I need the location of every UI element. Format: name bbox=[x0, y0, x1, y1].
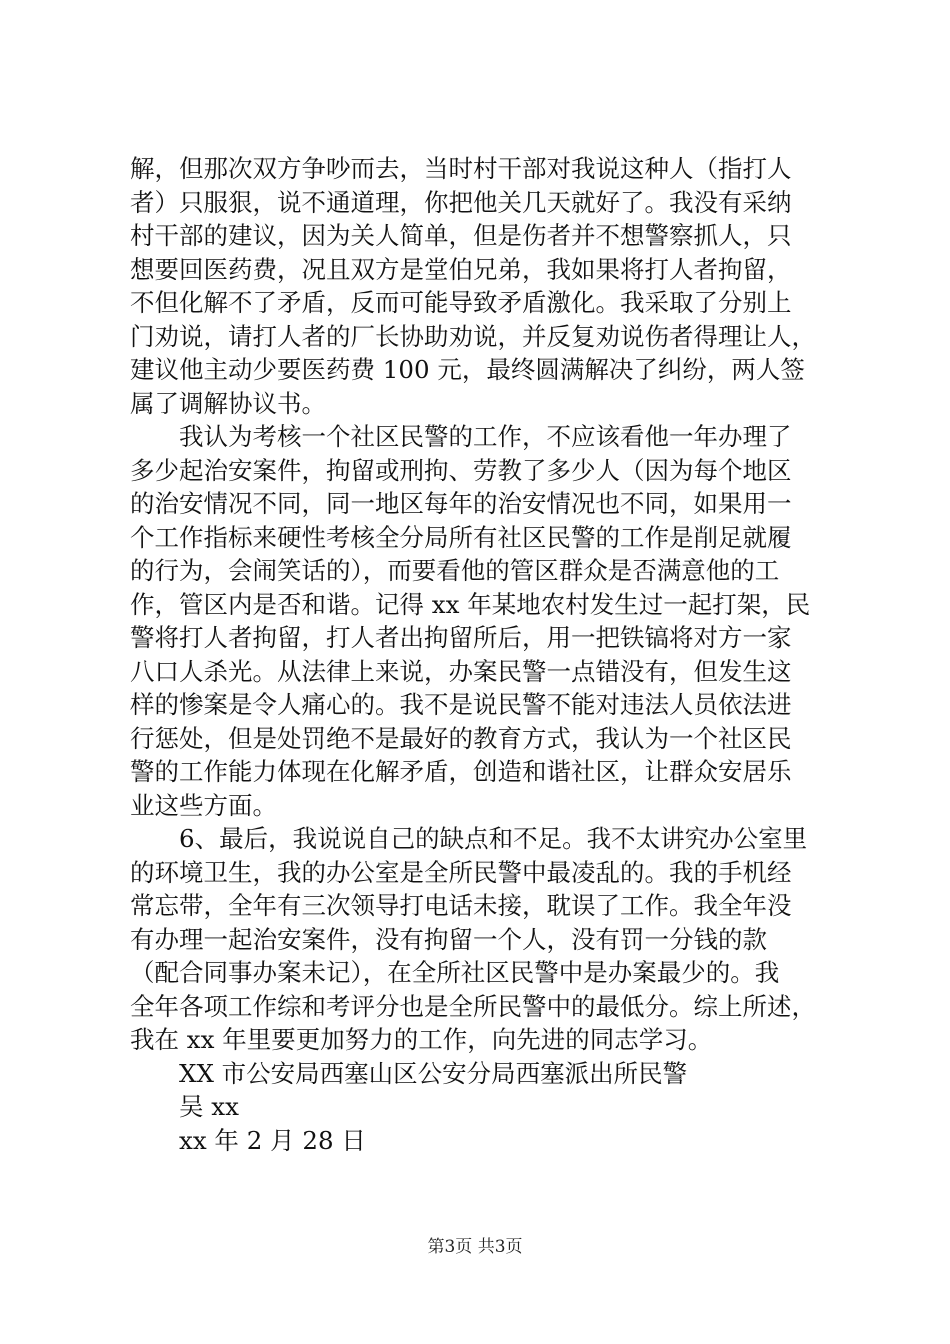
text-line: 的行为，会闹笑话的），而要看他的管区群众是否满意他的工 bbox=[130, 556, 780, 585]
text-line: 业这些方面。 bbox=[130, 790, 277, 820]
text-line: 我在 xx 年里要更加努力的工作，向先进的同志学习。 bbox=[130, 1025, 713, 1054]
text-line: 村干部的建议，因为关人简单，但是伤者并不想警察抓人，只 bbox=[130, 221, 792, 250]
signature-name: 吴 xx bbox=[179, 1092, 239, 1121]
text-line: 作，管区内是否和谐。记得 xx 年某地农村发生过一起打架，民 bbox=[130, 589, 811, 619]
signature-organization: XX 市公安局西塞山区公安分局西塞派出所民警 bbox=[179, 1058, 688, 1088]
text-line: 样的惨案是令人痛心的。我不是说民警不能对违法人员依法进 bbox=[130, 690, 792, 719]
text-line: 警的工作能力体现在化解矛盾，创造和谐社区，让群众安居乐 bbox=[130, 757, 792, 786]
text-line: 解，但那次双方争吵而去，当时村干部对我说这种人（指打人 bbox=[130, 154, 792, 183]
text-line: 全年各项工作综和考评分也是全所民警中的最低分。综上所述， bbox=[130, 991, 816, 1021]
text-line: 属了调解协议书。 bbox=[130, 388, 326, 418]
text-line: 的环境卫生，我的办公室是全所民警中最凌乱的。我的手机经 bbox=[130, 857, 792, 887]
text-line: 常忘带，全年有三次领导打电话未接，耽误了工作。我全年没 bbox=[130, 891, 792, 920]
text-line: 建议他主动少要医药费 100 元，最终圆满解决了纠纷，两人签 bbox=[130, 355, 805, 384]
text-line: 门劝说，请打人者的厂长协助劝说，并反复劝说伤者得理让人， bbox=[130, 321, 816, 351]
text-line: 行惩处，但是处罚绝不是最好的教育方式，我认为一个社区民 bbox=[130, 723, 792, 753]
text-line: 有办理一起治安案件，没有拘留一个人，没有罚一分钱的款 bbox=[130, 924, 767, 954]
signature-date: xx 年 2 月 28 日 bbox=[179, 1125, 366, 1155]
paragraph-start-line: 6、最后，我说说自己的缺点和不足。我不太讲究办公室里 bbox=[179, 824, 808, 853]
page-footer: 第3页 共3页 bbox=[427, 1237, 523, 1257]
text-line: 想要回医药费，况且双方是堂伯兄弟，我如果将打人者拘留， bbox=[130, 254, 792, 284]
text-line: （配合同事办案未记），在全所社区民警中是办案最少的。我 bbox=[130, 958, 780, 987]
text-line: 者）只服狠，说不通道理，你把他关几天就好了。我没有采纳 bbox=[130, 187, 792, 217]
paragraph-start-line: 我认为考核一个社区民警的工作，不应该看他一年办理了 bbox=[179, 422, 792, 451]
text-line: 八口人杀光。从法律上来说，办案民警一点错没有，但发生这 bbox=[130, 656, 792, 686]
text-line: 个工作指标来硬性考核全分局所有社区民警的工作是削足就履 bbox=[130, 522, 792, 552]
document-body bbox=[130, 152, 820, 1157]
text-line: 多少起治安案件，拘留或刑拘、劳教了多少人（因为每个地区 bbox=[130, 455, 792, 485]
text-line: 不但化解不了矛盾，反而可能导致矛盾激化。我采取了分别上 bbox=[130, 288, 792, 317]
text-line: 的治安情况不同，同一地区每年的治安情况也不同，如果用一 bbox=[130, 489, 792, 518]
text-line: 警将打人者拘留，打人者出拘留所后，用一把铁镐将对方一家 bbox=[130, 623, 792, 652]
